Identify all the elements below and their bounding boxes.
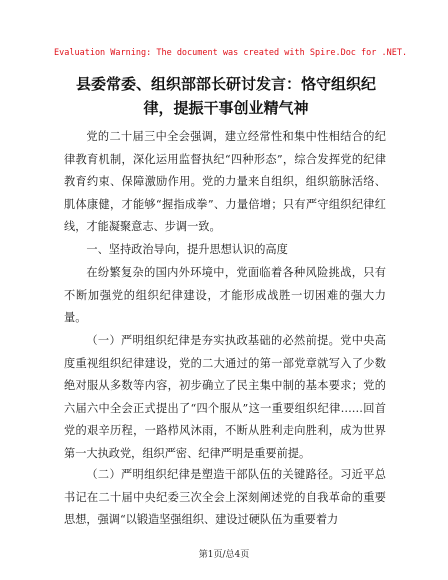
title-line-1: 县委常委、组织部部长研讨发言：恪守组织纪 [75,75,376,93]
paragraph-section-1: 在纷繁复杂的国内外环境中，党面临着各种风险挑战，只有不断加强党的组织纪律建设，才能形成战胜一切困难的强大力量。 [64,266,386,324]
page-footer: 第1页/总4页 [198,550,250,560]
paragraph-subsection-1: （一）严明组织纪律是夯实执政基础的必然前提。党中央高度重视组织纪律建设，党的二大通过的第一部党章就写入了少数绝对服从多数等内容，初步确立了民主集中制的基本要求；党的六届六中全会正式提出了“四个服从”这一重要组织纪律……回首党的艰辛历程，一路栉风沐雨，不断从胜利走向胜利，成为世界第一大执政党，组织严密、纪律严明是重要前提。 [64,334,386,460]
document-title [56,72,396,120]
title-line-2: 律，提振干事创业精气神 [143,99,309,117]
paragraph-subsection-2: （二）严明组织纪律是塑造干部队伍的关键路径。习近平总书记在二十届中央纪委三次全会上深刻阐述党的自我革命的重要思想，强调“以锻造坚强组织、建设过硬队伍为重要着力 [64,468,386,526]
section-heading-1: 一、坚持政治导向，提升思想认识的高度 [86,243,288,256]
paragraph-intro: 党的二十届三中全会强调，建立经常性和集中性相结合的纪律教育机制，深化运用监督执纪“四种形态”，综合发挥党的纪律教育约束、保障激励作用。党的力量来自组织，组织筋脉活络、肌体康健，才能够“握指成拳”、力量倍增；只有严守组织纪律红线，才能凝聚意志、步调一致。 [64,130,386,233]
evaluation-warning: Evaluation Warning: The document was created with Spire.Doc for .NET. [54,48,408,58]
